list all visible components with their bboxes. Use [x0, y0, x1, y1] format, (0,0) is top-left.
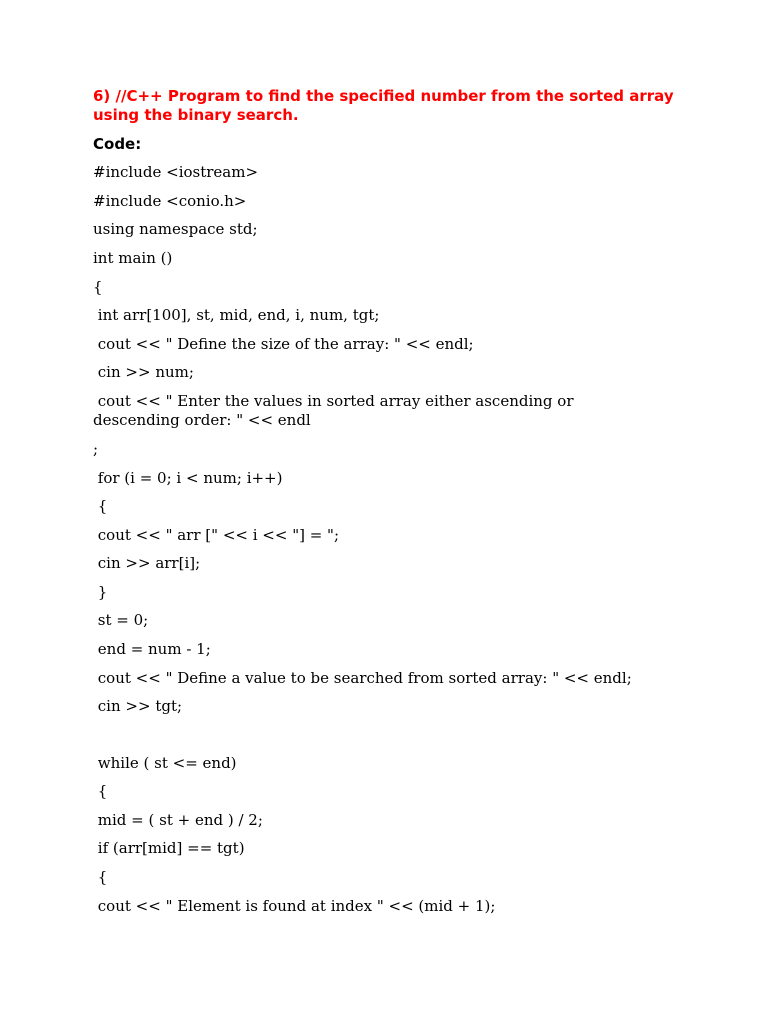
code-line: mid = ( st + end ) / 2; [93, 811, 263, 829]
code-line: cout << " Enter the values in sorted array either ascending or descending order: " << endl [93, 392, 579, 429]
code-line: { [93, 497, 108, 515]
code-line: { [93, 782, 108, 800]
code-line: cout << " arr [" << i << "] = "; [93, 526, 339, 544]
code-line: cout << " Define the size of the array: " << endl; [93, 335, 474, 353]
code-line: cout << " Element is found at index " << (mid + 1); [93, 897, 496, 915]
code-line: using namespace std; [93, 220, 258, 238]
code-line: { [93, 868, 108, 886]
code-line: int main () [93, 249, 173, 267]
code-line: while ( st <= end) [93, 754, 237, 772]
code-line: } [93, 583, 108, 601]
code-line: end = num - 1; [93, 640, 211, 658]
code-line: ; [93, 440, 99, 458]
code-line: st = 0; [93, 611, 149, 629]
code-line: for (i = 0; i < num; i++) [93, 469, 283, 487]
code-line: cin >> tgt; [93, 697, 183, 715]
code-line: #include <iostream> [93, 163, 259, 181]
code-line: cout << " Define a value to be searched from sorted array: " << endl; [93, 669, 632, 687]
program-heading: 6) //C++ Program to find the specified number from the sorted array using the binary search. [93, 87, 674, 124]
code-line: { [93, 278, 103, 296]
code-label: Code: [93, 135, 142, 153]
code-line: #include <conio.h> [93, 192, 247, 210]
code-line: cin >> num; [93, 363, 194, 381]
code-line: int arr[100], st, mid, end, i, num, tgt; [93, 306, 380, 324]
code-line: cin >> arr[i]; [93, 554, 201, 572]
code-line: if (arr[mid] == tgt) [93, 839, 245, 857]
